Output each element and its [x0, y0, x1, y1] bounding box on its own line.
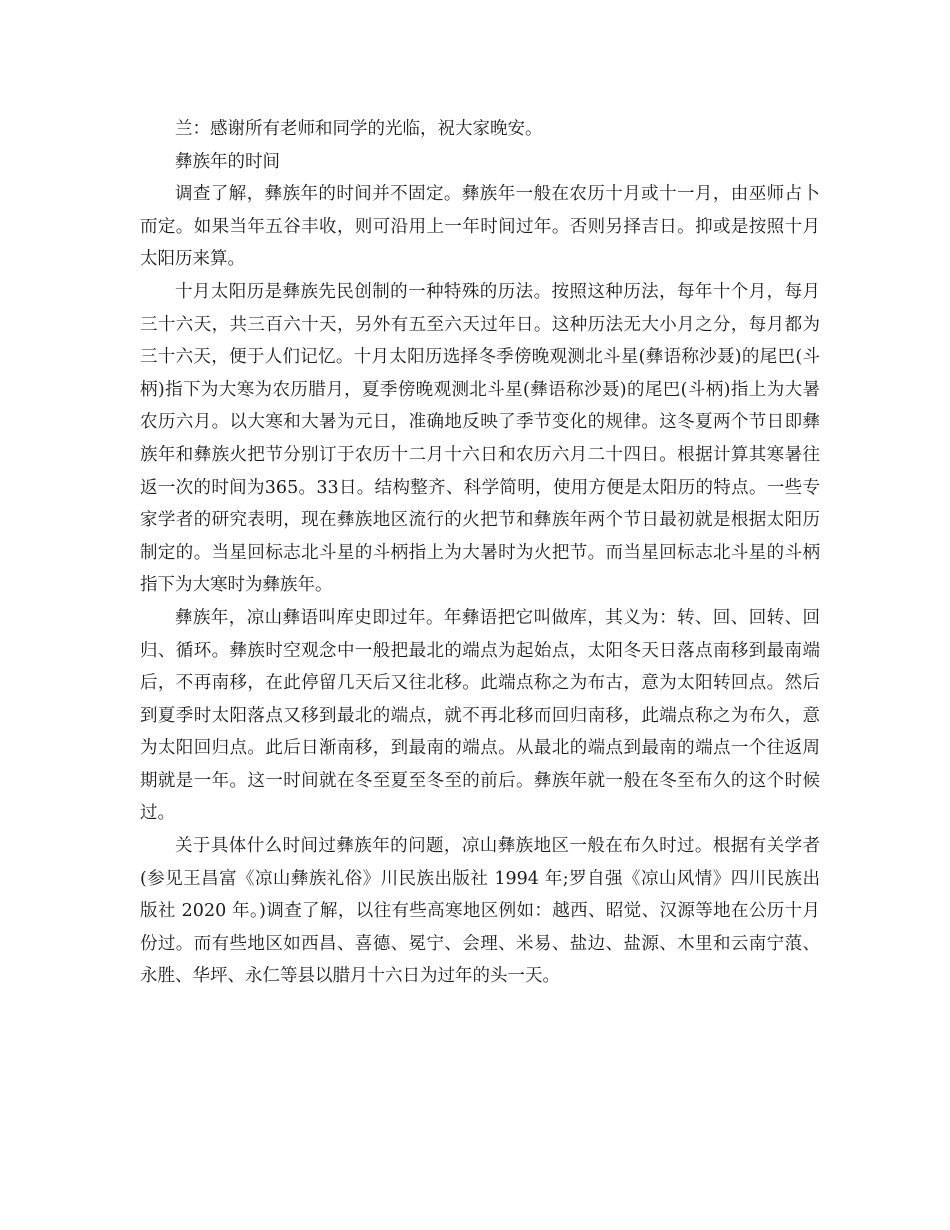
closing-remark-paragraph: 兰：感谢所有老师和同学的光临，祝大家晚安。 — [175, 119, 543, 139]
section-heading: 彝族年的时间 — [175, 151, 280, 172]
body-paragraph: 关于具体什么时间过彝族年的问题，凉山彝族地区一般在布久时过。根据有关学者(参见王昌富《凉山彝族礼俗》川民族出版社 1994 年;罗自强《凉山风情》四川民族出版社 2020 年。)调查了解，以往有些高寒地区例如：越西、昭觉、汉源等地在公历十月份过。而有些地区如西昌、喜德、冕宁、会理、米易、盐边、盐源、木里和云南宁蒗、永胜、华坪、永仁等县以腊月十六日为过年的头一天。 — [140, 836, 820, 987]
body-paragraph: 十月太阳历是彝族先民创制的一种特殊的历法。按照这种历法，每年十个月，每月三十六天，共三百六十天，另外有五至六天过年日。这种历法无大小月之分，每月都为三十六天，便于人们记忆。十月太阳历选择冬季傍晚观测北斗星(彝语称沙聂)的尾巴(斗柄)指下为大寒为农历腊月，夏季傍晚观测北斗星(彝语称沙聂)的尾巴(斗柄)指上为大暑农历六月。以大寒和大暑为元日，准确地反映了季节变化的规律。这冬夏两个节日即彝族年和彝族火把节分别订于农历十二月十六日和农历六月二十四日。根据计算其寒暑往返一次的时间为365。33日。结构整齐、科学简明，使用方便是太阳历的特点。一些专家学者的研究表明，现在彝族地区流行的火把节和彝族年两个节日最初就是根据太阳历制定的。当星回标志北斗星的斗柄指上为大暑时为火把节。而当星回标志北斗星的斗柄指下为大寒时为彝族年。 — [140, 281, 820, 596]
body-paragraph: 彝族年，凉山彝语叫库史即过年。年彝语把它叫做库，其义为：转、回、回转、回归、循环。彝族时空观念中一般把最北的端点为起始点，太阳冬天日落点南移到最南端后，不再南移，在此停留几天后又往北移。此端点称之为布古，意为太阳转回点。然后到夏季时太阳落点又移到最北的端点，就不再北移而回归南移，此端点称之为布久，意为太阳回归点。此后日渐南移，到最南的端点。从最北的端点到最南的端点一个往返周期就是一年。这一时间就在冬至夏至冬至的前后。彝族年就一般在冬至布久的这个时候过。 — [140, 607, 820, 824]
document-body — [140, 113, 820, 993]
body-paragraph: 调查了解，彝族年的时间并不固定。彝族年一般在农历十月或十一月，由巫师占卜而定。如果当年五谷丰收，则可沿用上一年时间过年。否则另择吉日。抑或是按照十月太阳历来算。 — [140, 184, 820, 270]
